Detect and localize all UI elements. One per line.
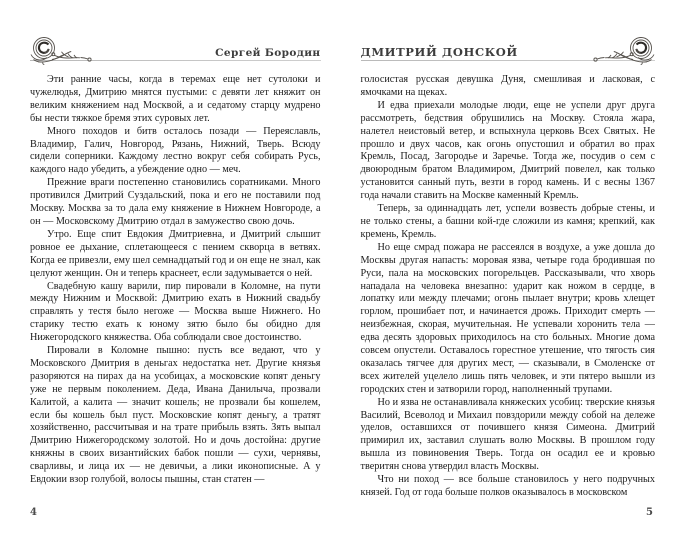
paragraph: Много походов и битв осталось позади — Переяславль, Владимир, Галич, Новгород, Рязань, Нижний, Тверь. Всюду сидели соперники. Каждому лестно вокруг себя собирать Русь, каждого надо убедить, а убеждение одно — меч. bbox=[30, 125, 321, 176]
paragraph: Теперь, за одиннадцать лет, успели возвесть добрые стены, и не только стены, а башни кой-где сложили из камня; крепкий, как кремень, Кремль. bbox=[360, 203, 655, 240]
running-head-author: Сергей Бородин bbox=[215, 47, 321, 59]
page-number-left: 4 bbox=[30, 507, 37, 518]
paragraph: Что ни поход — все больше становилось у него подручных князей. Год от года больше полков оказывалось в московском bbox=[360, 474, 655, 498]
paragraph: Прежние враги постепенно становились соратниками. Много противился Дмитрий Суздальский, пока и его не поставили под Москву. Москва за то дала ему княжение в Нижнем Новгороде, а он — Московскому Дмитрию отдал в замужество свою дочь. bbox=[30, 177, 321, 227]
paragraph: Свадебную кашу варили, пир пировали в Коломне, на пути между Нижним и Москвой: Дмитрию ехать в Нижний свадьбу справлять у тестя было негоже — Москва выше Нижнего. Но старику тестю ехать к юному зятю было бы обидно для Нижегородского княжества. Оба соблюдали свое достоинство. bbox=[30, 280, 321, 344]
running-head-title: ДМИТРИЙ ДОНСКОЙ bbox=[360, 45, 518, 59]
spiral-scroll-ornament-icon bbox=[28, 36, 92, 66]
paragraph: голосистая русская девушка Дуня, смешливая и ласковая, с ямочками на щеках. bbox=[360, 74, 655, 98]
running-head-right bbox=[361, 20, 656, 64]
right-page bbox=[341, 0, 681, 540]
paragraph: Эти ранние часы, когда в теремах еще нет сутолоки и чужелюдья, Дмитрию мнятся пустыми: с девяти лет княжит он великим княжением над Москвой, а и седатому старцу мудрено бы нести тяжкое бремя этих суровых лет. bbox=[30, 74, 321, 124]
paragraph: Но и язва не останавливала княжеских усобиц: тверские князья Василий, Всеволод и Михаил повздорили между собой на дележе уделов, оставшихся от почившего князя Симеона. Дмитрий примирил их, заставил слушать волю Москвы. В прошлом году вышла из повиновения Тверь. Тогда он осадил ее и кровью тверитян снова утвердил власть Москвы. bbox=[360, 396, 655, 473]
paragraph: И едва приехали молодые люди, еще не успели друг друга рассмотреть, бедствия обрушились на Москву. Стояла жара, налетел неистовый ветер, и вспыхнула церковь Всех Святых. Не прошло и двух часов, как огонь опустошил и обратил во прах Кремль, Посад, Загородье и Заречье. Тогда же, посудив о сем с двоюродным братом Владимиром, Дмитрий повелел, как только установится санный путь, везти в город камень. И с весны 1367 года начали ставить на Москве каменный Кремль. bbox=[360, 99, 655, 202]
running-head-left bbox=[30, 20, 321, 64]
spiral-scroll-ornament-icon bbox=[593, 36, 657, 66]
left-page-text-column bbox=[30, 74, 321, 487]
paragraph: Пировали в Коломне пышно: пусть все ведают, что у Московского Дмитрия в деньгах недостатка нет. Другие князья разоряются на пирах да на усобицах, а московские копят деньгу уже не первым поколением. Деда, Ивана Данилыча, прозвали Калитой, а калита — значит кошель; не прозвали бы кошелем, если бы кошель был пуст. Московские копят деньгу, а тратят хозяйственно, рассчитывая и на трате прибыль взять. Зять выпал Дмитрию Нижегородскому золотой. Но и дочь достойна: другие княжны в своих византийских бабок пошли — сухи, чернявы, сварливы, и лица их — не девичьи, а лики иконописные. А у Евдокии взор голубой, волосы пышны, стан статен — bbox=[30, 345, 321, 486]
page-number-right: 5 bbox=[646, 507, 653, 518]
paragraph: Утро. Еще спит Евдокия Дмитриевна, и Дмитрий слышит ровное ее дыхание, сплетающееся с пением скворца в ветвях. Когда ее привезли, ему шел семнадцатый год и он еще не знал, как целуют женщин. Он и теперь краснеет, если задумывается о ней. bbox=[30, 228, 321, 279]
paragraph: Но еще смрад пожара не рассеялся в воздухе, а уже дошла до Москвы другая напасть: моровая язва, четыре года бродившая по Руси, пала на московских погорельцев. Рассказывали, что хворь нападала на человека внезапно: ударит как ножом в сердце, в лопатку или между плечами; огонь пылает внутри; кровь хлещет горлом, прошибает пот, и начинается дрожь. Приходит смерть — неизбежная, скорая, мучительная. Не успевали хоронить тела — едва десять здоровых приходилось на сто больных. Многие дома совсем опустели. Оставалось горестное утешение, что тягость сия оказалась тягчее для других мест, — сказывали, в Смоленске от всех жителей уцелело лишь пять человек, и эти пятеро вышли из городских стен и затворили город, наполненный трупами. bbox=[360, 241, 655, 395]
right-page-text-column bbox=[361, 74, 656, 500]
